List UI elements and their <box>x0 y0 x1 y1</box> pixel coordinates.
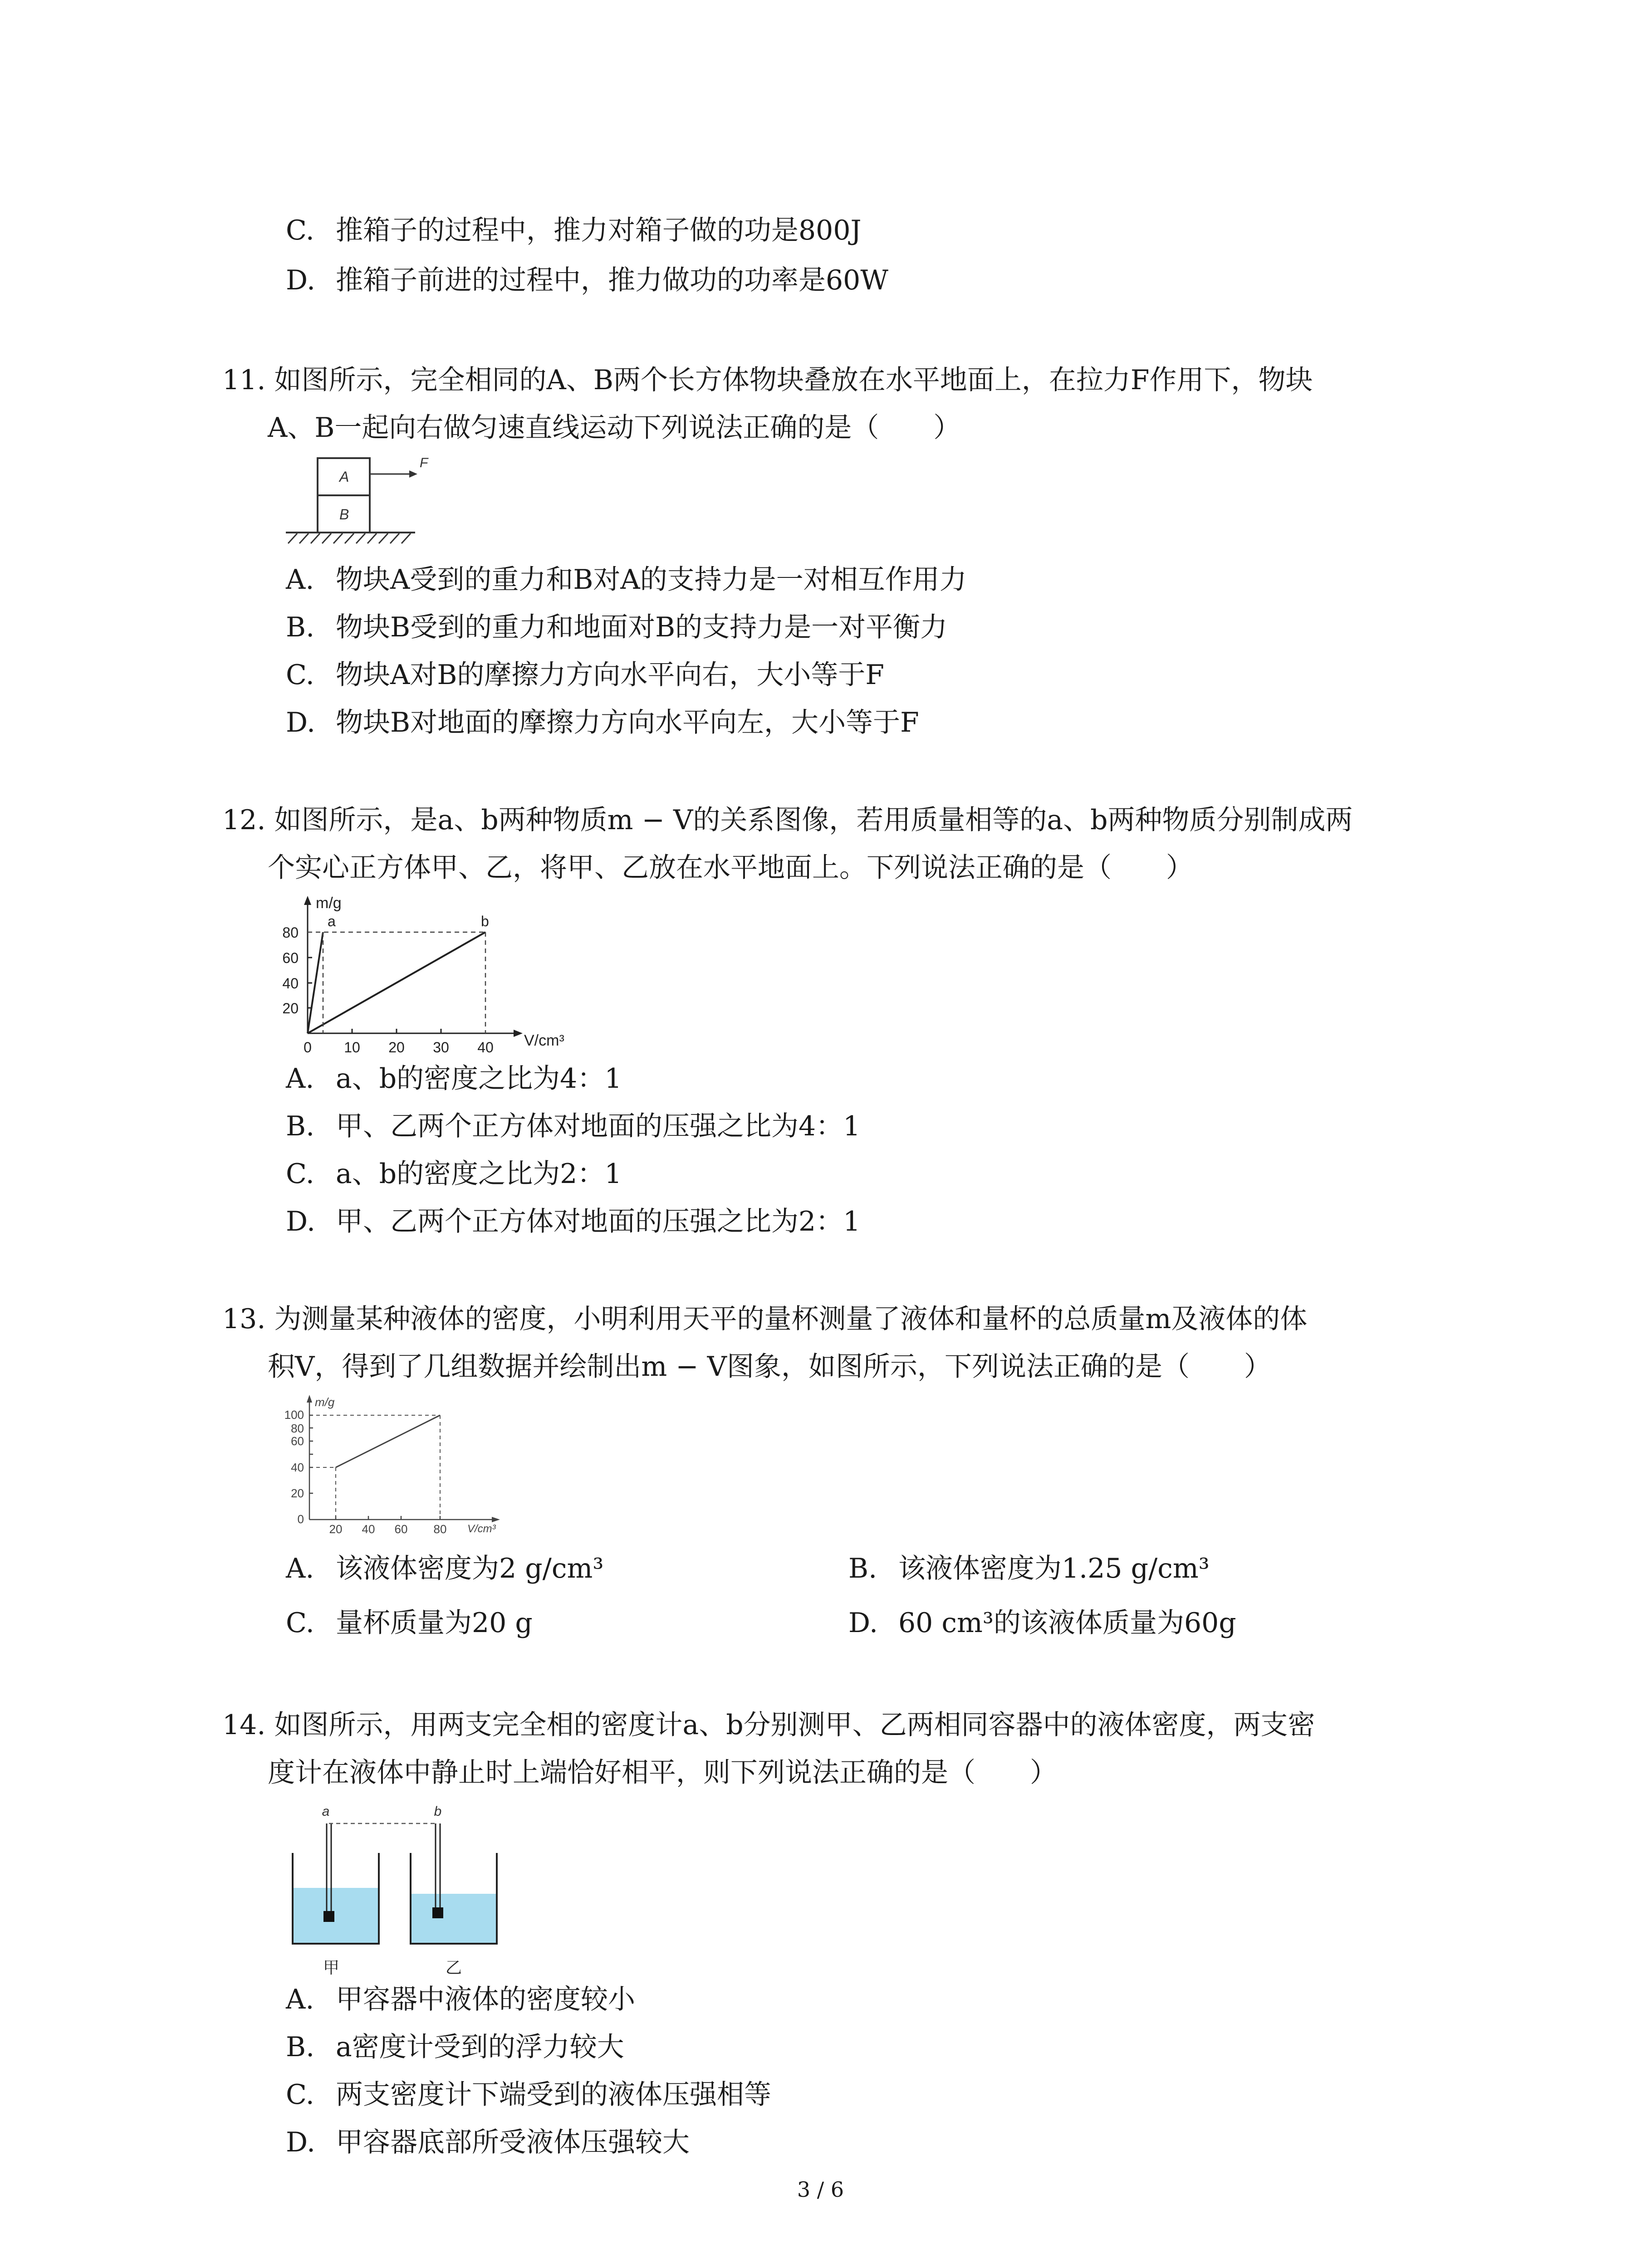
y-axis-label: m/g <box>316 894 342 912</box>
x-axis-label: V/cm³ <box>467 1523 496 1535</box>
option-text: 该液体密度为2 g/cm³ <box>336 1553 604 1584</box>
y-tick-80: 80 <box>291 1422 304 1435</box>
q11-option-b[interactable] <box>286 610 947 645</box>
option-text: 物块A受到的重力和B对A的支持力是一对相互作用力 <box>336 564 967 596</box>
q14-option-c[interactable] <box>286 2077 771 2112</box>
y-tick-40: 40 <box>291 1461 304 1474</box>
option-label: C. <box>286 1607 314 1639</box>
y-tick-60: 60 <box>282 950 299 966</box>
option-label: C. <box>286 659 314 691</box>
y-axis-arrow <box>307 1395 312 1403</box>
option-text: 推箱子的过程中，推力对箱子做的功是800J <box>336 215 862 246</box>
q14-option-a[interactable] <box>286 1982 635 2017</box>
option-text: 甲容器底部所受液体压强较大 <box>336 2126 690 2158</box>
q13-option-b[interactable] <box>848 1551 1210 1586</box>
option-label: C. <box>286 215 314 246</box>
q11-option-c[interactable] <box>286 658 884 692</box>
option-label: A. <box>286 1553 314 1584</box>
q12-option-c[interactable] <box>286 1157 622 1191</box>
x-tick-10: 10 <box>344 1039 360 1056</box>
hydrometer-b-bulb <box>432 1907 443 1918</box>
option-label: A. <box>286 1063 314 1095</box>
q11-stem-line1: 11. 如图所示，完全相同的A、B两个长方体物块叠放在水平地面上，在拉力F作用下，物块 <box>222 364 1313 396</box>
option-text: 量杯质量为20 g <box>336 1607 533 1639</box>
q12-option-d[interactable] <box>286 1204 860 1239</box>
q11-option-a[interactable] <box>286 562 967 597</box>
option-label: B. <box>286 611 315 643</box>
option-text: 甲、乙两个正方体对地面的压强之比为4：1 <box>336 1110 861 1142</box>
y-tick-40: 40 <box>282 975 299 992</box>
q12-option-a[interactable] <box>286 1061 622 1096</box>
y-tick-60: 60 <box>291 1434 304 1448</box>
y-tick-20: 20 <box>282 1000 299 1017</box>
q11-stem-line2: A、B一起向右做匀速直线运动下列说法正确的是（ ） <box>268 412 961 444</box>
line-b <box>308 932 485 1033</box>
q13-option-d[interactable] <box>848 1606 1236 1640</box>
y-tick-20: 20 <box>291 1486 304 1500</box>
hydrometer-a-label: a <box>322 1804 330 1819</box>
q14-stem-line2: 度计在液体中静止时上端恰好相平，则下列说法正确的是（ ） <box>268 1757 1057 1789</box>
q11-option-d[interactable] <box>286 705 919 740</box>
option-text: a、b的密度之比为4：1 <box>336 1063 622 1095</box>
option-text: 甲容器中液体的密度较小 <box>336 1984 635 2015</box>
hydrometer-a-bulb <box>323 1911 334 1922</box>
y-tick-0: 0 <box>297 1512 304 1526</box>
y-axis-arrow <box>304 896 311 905</box>
container-yi-label: 乙 <box>445 1958 462 1977</box>
block-b-label: B <box>339 506 349 523</box>
q12-option-b[interactable] <box>286 1109 860 1144</box>
q12-stem-line1: 12. 如图所示，是a、b两种物质m − V的关系图像，若用质量相等的a、b两种物质分别制成两 <box>222 804 1353 836</box>
q13-chart <box>268 1388 540 1540</box>
q13-option-c[interactable] <box>286 1606 533 1640</box>
y-tick-100: 100 <box>284 1408 304 1422</box>
liquid-jia <box>293 1888 379 1944</box>
container-jia-label: 甲 <box>323 1958 340 1977</box>
x-tick-20: 20 <box>329 1522 343 1536</box>
block-a-label: A <box>339 469 349 485</box>
x-tick-60: 60 <box>394 1522 408 1536</box>
q14-option-b[interactable] <box>286 2030 624 2064</box>
data-line <box>336 1415 440 1467</box>
q14-option-d[interactable] <box>286 2125 690 2160</box>
option-label: D. <box>286 707 316 738</box>
liquid-yi <box>411 1894 497 1944</box>
q12-chart <box>272 889 599 1063</box>
x-tick-40: 40 <box>477 1039 494 1056</box>
option-text: 该液体密度为1.25 g/cm³ <box>898 1553 1210 1584</box>
option-label: B. <box>286 2031 315 2063</box>
option-label: A. <box>286 1984 314 2015</box>
option-label: D. <box>286 2126 316 2158</box>
option-text: 60 cm³的该液体质量为60g <box>898 1607 1236 1639</box>
y-axis-label: m/g <box>315 1395 335 1409</box>
line-a-label: a <box>328 913 336 929</box>
option-label: B. <box>848 1553 877 1584</box>
x-tick-40: 40 <box>362 1522 375 1536</box>
x-axis-arrow <box>514 1030 523 1037</box>
option-label: D. <box>848 1607 878 1639</box>
option-text: 物块A对B的摩擦力方向水平向右，大小等于F <box>336 659 885 691</box>
x-tick-20: 20 <box>388 1039 405 1056</box>
q11-figure <box>281 449 454 555</box>
hydrometer-b-label: b <box>434 1804 442 1819</box>
x-tick-0: 0 <box>304 1039 312 1056</box>
x-axis-label: V/cm³ <box>524 1032 564 1049</box>
option-label: B. <box>286 1110 315 1142</box>
option-label: D. <box>286 264 316 296</box>
q14-stem-line1: 14. 如图所示，用两支完全相的密度计a、b分别测甲、乙两相同容器中的液体密度，两支密 <box>222 1709 1315 1741</box>
q12-stem-line2: 个实心正方体甲、乙，将甲、乙放在水平地面上。下列说法正确的是（ ） <box>268 852 1193 884</box>
line-b-label: b <box>481 913 489 929</box>
option-text: 两支密度计下端受到的液体压强相等 <box>336 2079 771 2111</box>
option-label: C. <box>286 1158 314 1190</box>
option-text: a密度计受到的浮力较大 <box>336 2031 624 2063</box>
option-text: a、b的密度之比为2：1 <box>336 1158 622 1190</box>
option-text: 甲、乙两个正方体对地面的压强之比为2：1 <box>336 1206 861 1237</box>
x-tick-80: 80 <box>433 1522 447 1536</box>
ground-hatch <box>288 533 411 543</box>
q13-stem-line1: 13. 为测量某种液体的密度，小明利用天平的量杯测量了液体和量杯的总质量m及液体的体 <box>222 1303 1308 1335</box>
option-label: C. <box>286 2079 314 2111</box>
option-text: 物块B受到的重力和地面对B的支持力是一对平衡力 <box>336 611 948 643</box>
q13-option-a[interactable] <box>286 1551 603 1586</box>
option-text: 推箱子前进的过程中，推力做功的功率是60W <box>336 264 889 296</box>
force-label: F <box>420 455 428 470</box>
option-text: 物块B对地面的摩擦力方向水平向左，大小等于F <box>336 707 919 738</box>
y-tick-80: 80 <box>282 924 299 941</box>
x-axis-arrow <box>492 1517 500 1522</box>
option-label: D. <box>286 1206 316 1237</box>
force-arrow-head <box>409 470 417 478</box>
q10-option-c <box>286 213 862 248</box>
q10-option-d <box>286 263 888 298</box>
q14-figure <box>281 1803 517 1986</box>
option-label: A. <box>286 564 314 596</box>
page-number: 3 / 6 <box>797 2177 844 2202</box>
q13-stem-line2: 积V，得到了几组数据并绘制出m − V图象，如图所示，下列说法正确的是（ ） <box>268 1351 1271 1383</box>
x-tick-30: 30 <box>433 1039 449 1056</box>
